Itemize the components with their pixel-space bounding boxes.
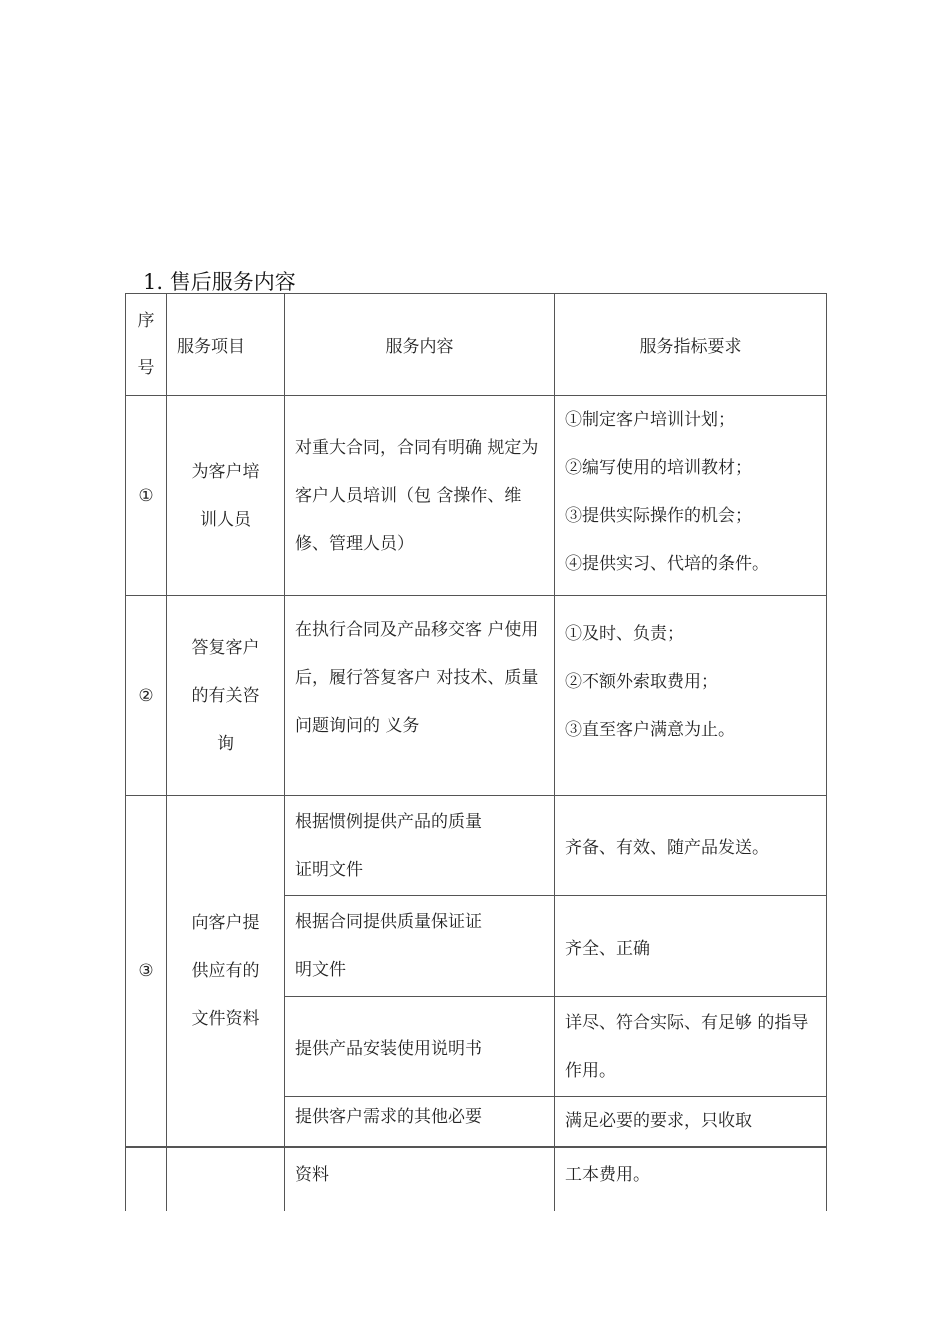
header-item: 服务项目 (167, 294, 285, 396)
service-requirement: 齐备、有效、随产品发送。 (555, 796, 827, 896)
service-item: 为客户培 训人员 (167, 396, 285, 596)
service-content: 资料 (285, 1147, 555, 1211)
service-content: 提供产品安装使用说明书 (285, 997, 555, 1097)
service-requirement (555, 596, 827, 796)
row-number: ① (126, 396, 167, 596)
requirement-item: ②编写使用的培训教材； (565, 458, 752, 478)
row-number: ② (126, 596, 167, 796)
service-content: 提供客户需求的其他必要 (285, 1097, 555, 1147)
service-item: 答复客户 的有关咨 询 (167, 596, 285, 796)
service-content: 在执行合同及产品移交客 户使用后，履行答复客户 对技术、质量问题询问的 义务 (285, 596, 555, 796)
requirement-item: ③直至客户满意为止。 (565, 720, 735, 740)
table-row (126, 796, 827, 896)
service-requirement: 齐全、正确 (555, 896, 827, 997)
table-row (126, 396, 827, 596)
after-sales-service-table (125, 293, 827, 1147)
requirement-item: ②不额外索取费用； (565, 672, 718, 692)
empty-cell (126, 1147, 167, 1211)
requirement-item: ③提供实际操作的机会； (565, 506, 752, 526)
service-content: 根据惯例提供产品的质量 证明文件 (285, 796, 555, 896)
section-heading: 1. 售后服务内容 (143, 270, 296, 294)
header-no: 序 号 (126, 294, 167, 396)
table-header-row (126, 294, 827, 396)
service-requirement (555, 396, 827, 596)
header-requirement: 服务指标要求 (555, 294, 827, 396)
service-item: 向客户提 供应有的 文件资料 (167, 796, 285, 1147)
service-requirement: 满足必要的要求，只收取 (555, 1097, 827, 1147)
empty-cell (167, 1147, 285, 1211)
requirement-item: ④提供实习、代培的条件。 (565, 554, 769, 574)
table-row (126, 1147, 827, 1211)
row-number: ③ (126, 796, 167, 1147)
service-requirement: 详尽、符合实际、有足够 的指导作用。 (555, 997, 827, 1097)
table-row (126, 596, 827, 796)
service-content: 对重大合同，合同有明确 规定为客户人员培训（包 含操作、维修、管理人员） (285, 396, 555, 596)
service-requirement: 工本费用。 (555, 1147, 827, 1211)
table-continuation (125, 1146, 827, 1211)
requirement-item: ①及时、负责； (565, 624, 684, 644)
requirement-item: ①制定客户培训计划； (565, 410, 735, 430)
service-content: 根据合同提供质量保证证 明文件 (285, 896, 555, 997)
header-content: 服务内容 (285, 294, 555, 396)
